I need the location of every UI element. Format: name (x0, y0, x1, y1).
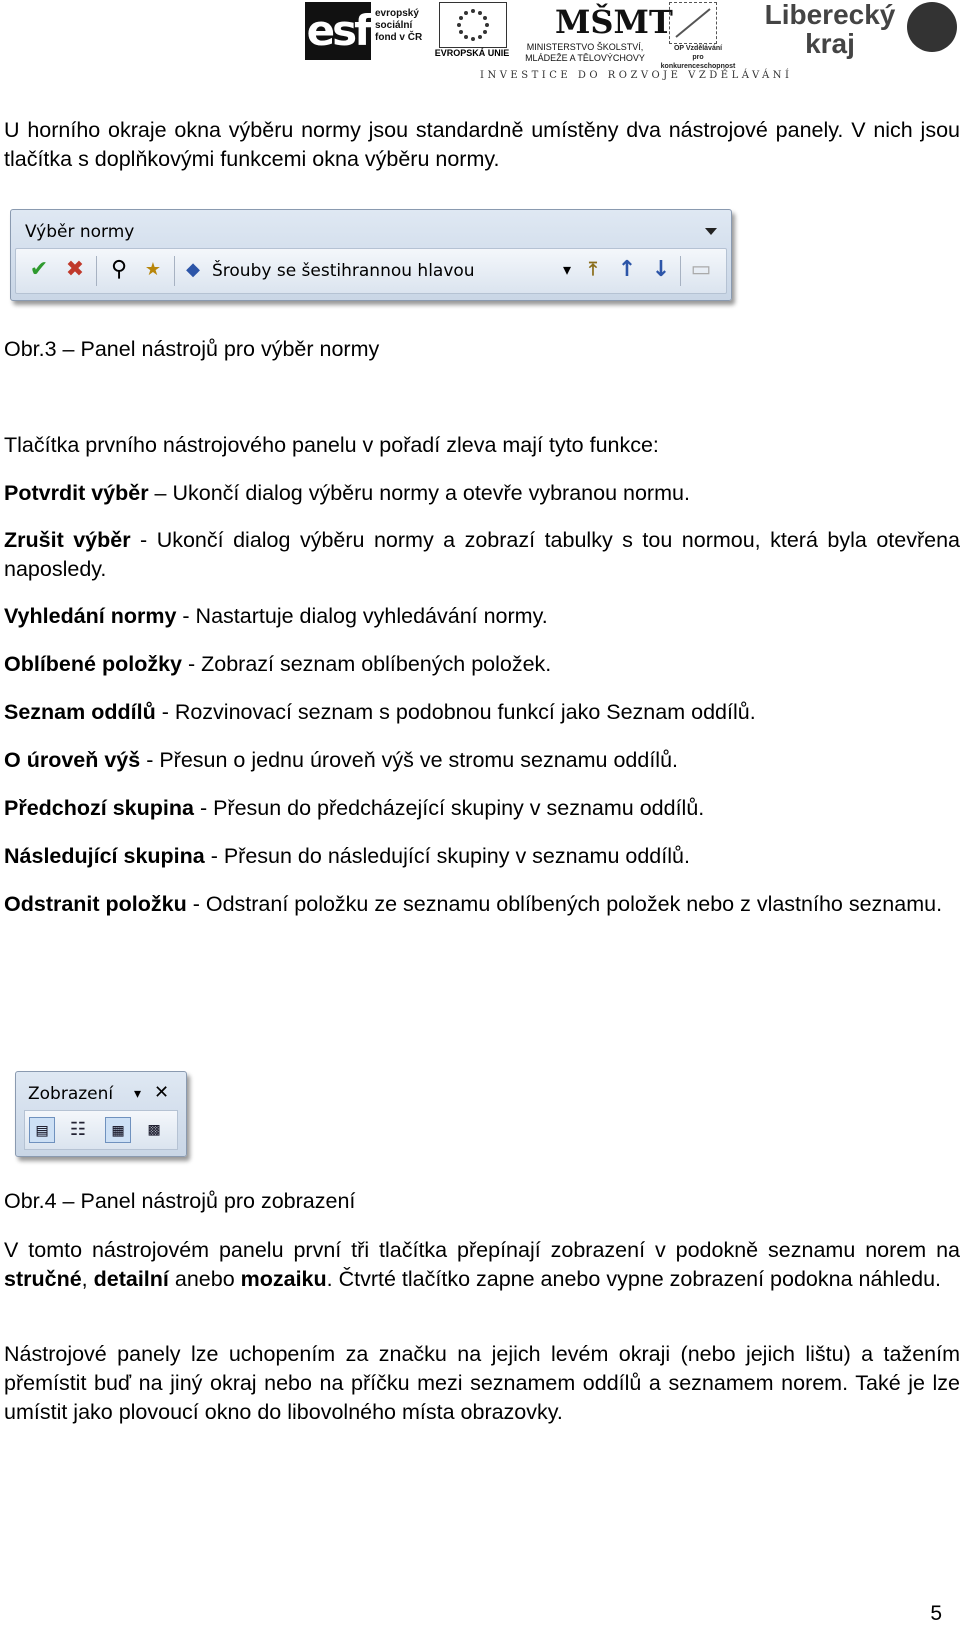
esf-line: fond v ČR (375, 32, 423, 43)
list-item-desc: - Nastartuje dialog vyhledávání normy. (176, 604, 548, 628)
list-item-term: Potvrdit výběr (4, 481, 149, 505)
list-item-term: Odstranit položku (4, 892, 187, 916)
eu-logo (433, 2, 511, 60)
figure-caption: Obr.3 – Panel nástrojů pro výběr normy (4, 337, 380, 361)
msmt-logo (521, 2, 673, 64)
toolbar-options-caret-icon[interactable] (705, 228, 717, 235)
text-run: V tomto nástrojovém panelu první tři tlačítka přepínají zobrazení v podokně seznamu norem na (4, 1238, 960, 1262)
toolbar-zobrazeni (15, 1071, 187, 1157)
previous-group-icon[interactable]: ↑ (617, 257, 637, 282)
op-logo (657, 2, 739, 70)
list-item-term: Následující skupina (4, 844, 205, 868)
list-item-term: Seznam oddílů (4, 700, 156, 724)
eu-flag-icon (439, 2, 507, 48)
list-item (4, 479, 960, 508)
brief-view-icon[interactable]: ☷ (69, 1119, 87, 1140)
chevron-down-icon[interactable]: ▾ (562, 260, 572, 279)
msmt-caption (521, 42, 649, 64)
list-intro: Tlačítka prvního nástrojového panelu v pořadí zleva mají tyto funkce: (4, 433, 659, 457)
list-item-term: O úroveň výš (4, 748, 141, 772)
cancel-icon[interactable]: ✖ (65, 257, 85, 282)
preview-pane-icon[interactable]: ▤ (29, 1117, 55, 1143)
header-logos (305, 0, 960, 90)
list-item (4, 746, 960, 775)
toolbar-title[interactable]: Zobrazení (28, 1084, 114, 1104)
list-item (4, 602, 960, 631)
list-item-term: Oblíbené položky (4, 652, 182, 676)
kraj-line: kraj (805, 28, 855, 59)
list-item-desc: - Přesun do následující skupiny v seznamu oddílů. (204, 844, 690, 868)
section-list-combo[interactable]: Šrouby se šestihrannou hlavou (212, 261, 475, 281)
text-bold: detailní (93, 1267, 169, 1291)
view-paragraph (4, 1236, 960, 1294)
list-item (4, 890, 960, 919)
op-mark-icon (669, 2, 717, 44)
msmt-line: MINISTERSTVO ŠKOLSTVÍ, (526, 42, 644, 52)
favorites-icon[interactable]: ★ (144, 259, 162, 280)
toolbar-separator (174, 256, 175, 286)
list-item (4, 698, 960, 727)
find-icon[interactable]: ⚲ (110, 257, 128, 282)
page-number: 5 (930, 1602, 942, 1625)
kraj-text (755, 0, 905, 58)
liberecky-kraj-logo (745, 0, 960, 62)
list-item-desc: – Ukončí dialog výběru normy a otevře vybranou normu. (148, 481, 690, 505)
op-line: pro konkurenceschopnost (660, 54, 736, 70)
intro-paragraph: U horního okraje okna výběru normy jsou standardně umístěny dva nástrojové panely. V nich jsou tlačítka s doplňkovými funkcemi okna výběru normy. (4, 118, 960, 171)
list-item (4, 650, 960, 679)
text-run: . Čtvrté tlačítko zapne anebo vypne zobrazení podokna náhledu. (326, 1267, 942, 1291)
list-item (4, 526, 960, 584)
figure-caption: Obr.4 – Panel nástrojů pro zobrazení (4, 1189, 356, 1213)
text-bold: mozaiku (240, 1267, 327, 1291)
chevron-down-icon[interactable]: ▾ (134, 1086, 142, 1102)
toolbar-button-row (24, 1110, 178, 1150)
list-item-desc: - Přesun do předcházející skupiny v seznamu oddílů. (193, 796, 705, 820)
eu-caption: EVROPSKÁ UNIE (434, 48, 510, 58)
esf-line: sociální (375, 20, 413, 31)
section-tag-icon: ◆ (186, 259, 200, 280)
list-item-desc: - Zobrazí seznam oblíbených položek. (182, 652, 552, 676)
esf-logo (305, 2, 423, 60)
next-group-icon[interactable]: ↓ (651, 257, 671, 282)
msmt-mark: MŠMT (555, 3, 673, 41)
close-icon[interactable]: ✕ (154, 1082, 170, 1103)
confirm-icon[interactable]: ✔ (29, 257, 49, 282)
list-item-term: Zrušit výběr (4, 528, 131, 552)
list-item (4, 794, 960, 823)
toolbar-separator (96, 256, 97, 286)
list-item-desc: - Rozvinovací seznam s podobnou funkcí jako Seznam oddílů. (155, 700, 756, 724)
toolbar-move-paragraph: Nástrojové panely lze uchopením za značku na jejich levém okraji (nebo jejich lištu) a tažením přemístit buď na jiný okraj nebo na příčku mezi seznamem oddílů a seznamem norem. Také je lze umístit jako plovoucí okno do libovolného místa obrazovky. (4, 1342, 960, 1424)
toolbar-button-row (15, 248, 727, 294)
list-item-desc: - Ukončí dialog výběru normy a zobrazí tabulky s tou normou, která byla otevřena naposledy. (4, 528, 960, 581)
list-item (4, 842, 960, 871)
msmt-line: MLÁDEŽE A TĚLOVÝCHOVY (525, 53, 645, 63)
toolbar-separator (680, 256, 681, 286)
kraj-emblem-icon (907, 2, 957, 52)
list-item-term: Předchozí skupina (4, 796, 194, 820)
remove-item-icon[interactable]: ▭ (690, 257, 712, 282)
toolbar-vyber-normy (10, 209, 732, 301)
op-caption (657, 44, 739, 71)
toolbar-title[interactable]: Výběr normy (25, 222, 135, 242)
esf-line: evropský (375, 8, 419, 19)
list-item-desc: - Přesun o jednu úroveň výš ve stromu seznamu oddílů. (140, 748, 679, 772)
tagline: INVESTICE DO ROZVOJE VZDĚLÁVÁNÍ (480, 70, 793, 81)
list-item-term: Vyhledání normy (4, 604, 177, 628)
op-line: OP Vzdělávání (673, 45, 723, 52)
tile-view-icon[interactable]: ▩ (148, 1119, 160, 1140)
text-bold: stručné (4, 1267, 82, 1291)
kraj-line: Liberecký (764, 0, 896, 30)
text-run: , (81, 1267, 94, 1291)
esf-text (375, 8, 422, 44)
detail-view-icon[interactable]: ▦ (105, 1117, 131, 1143)
text-run: anebo (168, 1267, 241, 1291)
up-level-icon[interactable]: ⤒ (589, 259, 597, 280)
esf-mark: esf (305, 2, 371, 60)
list-item-desc: - Odstraní položku ze seznamu oblíbených položek nebo z vlastního seznamu. (186, 892, 943, 916)
